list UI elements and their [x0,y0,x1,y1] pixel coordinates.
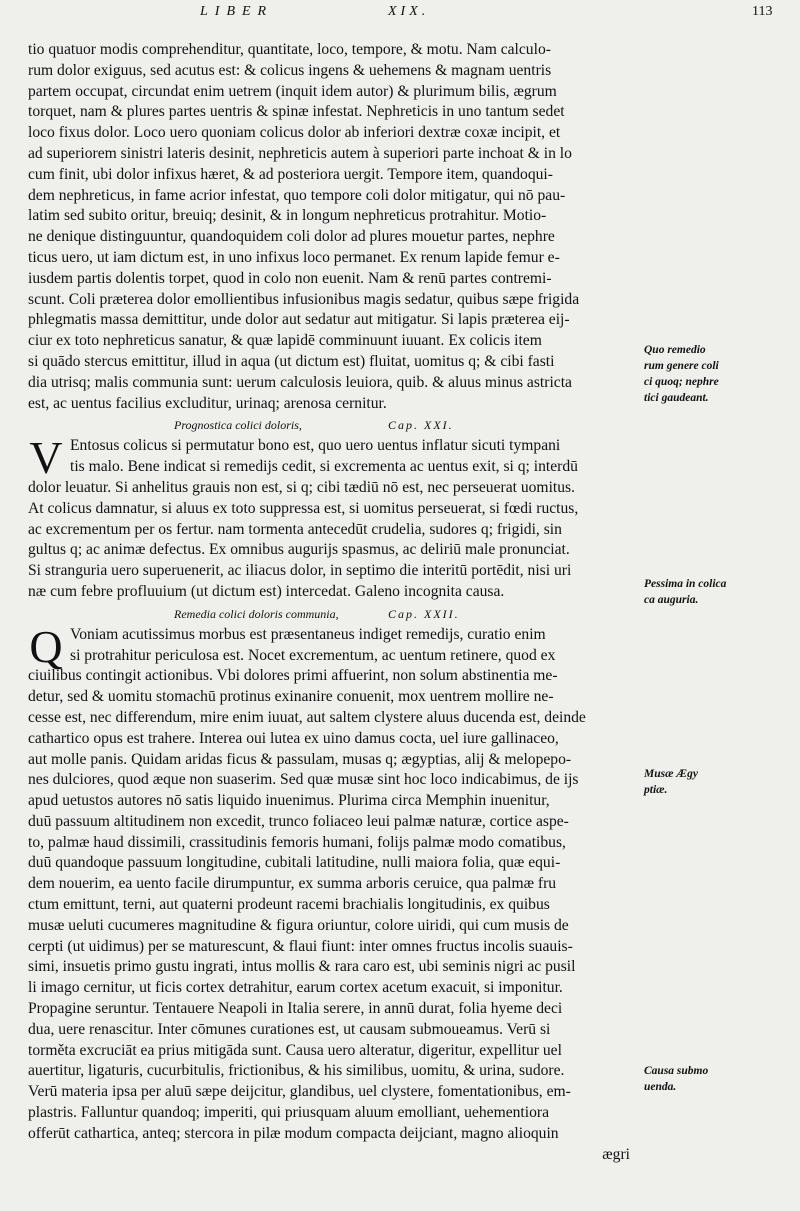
text-line: si quādo stercus emittitur, illud in aqua (ut dictum est) fluitat, uomitus q; & cibi fasti [28,352,555,370]
text-line: dem nephreticus, in fame acrior infestat, quo tempore coli dolor mitigatur, qui nō pau- [28,186,566,204]
margin-note: Causa submo uenda. [644,1065,709,1093]
margin-note: Pessima in colica ca auguria. [644,578,727,606]
text-line: dem nouerim, ea uento facile dirumpuntur, ex summa arboris ceruice, qua palmæ fru [28,875,557,893]
page-header [0,2,800,24]
text-line: tio quatuor modis comprehenditur, quantitate, loco, tempore, & motu. Nam calculo- [28,41,551,58]
text-line: dua, uere renascitur. Inter cōmunes curationes est, ut causam submoueamus. Verū si [28,1020,551,1038]
text-line: ctum emittunt, terni, aut quaterni prodeunt racemi brachialis longitudinis, ex quibus [28,896,550,914]
text-line: phlegmatis massa demittitur, unde dolor aut sedatur aut mitigatur. Si lapis præterea eij- [28,311,570,329]
text-line: Propagine seruntur. Tentauere Neapoli in Italia serere, in annū durat, folia hyeme deci [28,1000,563,1018]
chapter-21-heading [28,414,636,436]
text-line: ne denique distinguuntur, quandoquidem coli dolor ad plures mouetur partes, nephre [28,228,555,246]
catchword: ægri [602,1145,630,1163]
text-line: At colicus damnatur, si aluus ex toto suppressa est, si uomitus perseuerat, si fœdi ructus, [28,499,579,517]
chapter-22-paragraph [28,620,636,1166]
text-line: offerūt cathartica, anteq; stercora in pilæ modum compacta deijciant, magno alioquin [28,1124,559,1142]
text-line: rum dolor exiguus, sed acutus est: & colicus ingens & uehemens & magnam uentris [28,61,552,79]
text-line: aut molle panis. Quidam aridas ficus & passulam, musas q; ægyptias, alij & melopepo- [28,750,572,768]
text-line: latim sed subito oritur, breuiq; desinit, & in longum nephreticus protrahitur. Motio- [28,207,547,225]
chapter-title: Remedia colici doloris communia, [174,606,339,621]
text-line: to, palmæ haud dissimili, crassitudinis femoris humani, folijs palmæ modo comatibus, [28,833,566,851]
text-line: cathartico opus est trahere. Interea oui lutea ex uino damus cocta, uel iure gallinaceo, [28,729,559,747]
chapter-number: Cap. XXI. [388,418,454,433]
text-line: tis malo. Bene indicat si remedijs cedit, si excrementa ac uentus exit, si q; interdū [70,458,578,476]
main-text-column [28,40,636,1165]
text-line: Voniam acutissimus morbus est præsentaneus indiget remedijs, curatio enim [70,625,546,643]
text-line: scunt. Coli præterea dolor emollientibus infusionibus magis sedatur, quibus sæpe frigida [28,290,580,308]
text-line: loco fixus dolor. Loco uero quoniam colicus dolor ab inferiori dextræ coxæ incipit, et [28,124,561,142]
book-number: XIX. [388,4,430,19]
text-line: si protrahitur periculosa est. Nocet excrementum, ac uentum retinere, quod ex [70,646,556,664]
text-line: Si stranguria uero superuenerit, ac iliacus dolor, in septimo die interitū portēdit, nisi uri [28,562,572,580]
text-line: cum finit, ubi dolor infixus hæret, & ad posteriora uergit. Tempore item, quandoqui- [28,165,553,183]
text-line: duū quandoque passuum longitudine, cubitali latitudine, nulli maiora folia, quæ equi- [28,854,561,872]
chapter-title: Prognostica colici doloris, [174,418,302,433]
text-line: Verū materia ipsa per aluū sæpe deijcitur, glandibus, uel clystere, fomentationibus, em- [28,1083,571,1101]
text-line: plastris. Falluntur quandoq; imperiti, qui priusquam aluum emolliant, uehementiora [28,1104,549,1122]
drop-capital: Q [29,620,63,672]
running-title: LIBER [200,4,274,19]
text-line: simi, insuetis primo gustu ingrati, intus mollis & rara caro est, ubi seminis nigri ac pusil [28,958,576,976]
folio-number: 113 [752,4,773,19]
text-line: apud uetustos autores nō satis liquido inuenimus. Plurima circa Memphin inuenitur, [28,792,550,810]
chapter-21-paragraph [28,432,636,602]
text-line: næ cum febre profluuium (ut dictum est) intercedat. Galeno incognita causa. [28,582,505,600]
text-line: est, ac uentus facilius excluditur, urinaq; arenosa cernitur. [28,394,387,412]
text-line: auertitur, ligaturis, cucurbitulis, frictionibus, & his similibus, uomitu, & urina, sudore. [28,1062,565,1080]
text-line: dolor leuatur. Si anhelitus grauis non est, si q; cibi tædiū nō est, nec perseuerat uomitus. [28,478,575,496]
text-line: gultus q; ac animæ defectus. Ex omnibus augurijs spasmus, ac deliriū male pronunciat. [28,541,570,559]
text-line: musæ ueluti cucumeres magnitudine & figura oriuntur, colore uiridi, qui cum musis de [28,916,569,934]
text-line: cerpti (ut uidimus) per se maturescunt, & flaui fiunt: inter omnes fructus incolis suauis- [28,937,573,955]
text-line: detur, sed & uomitu stomachū protinus exinanire conuenit, mox uentrem mollire ne- [28,688,554,706]
text-line: iusdem partis dolentis torpet, quod in colo non euenit. Nam & renū partes contremi- [28,269,552,287]
chapter-22-heading [28,603,636,625]
text-line: Entosus colicus si permutatur bono est, quo uero uentus inflatur sicuti tympani [70,437,561,455]
margin-note: Quo remedio rum genere coli ci quoq; nephre tici gaudeant. [644,344,719,404]
text-line: li imago cernitur, ut ficis cortex detrahitur, earum cortex acetum exacuit, si imponitur. [28,979,563,997]
drop-capital: V [29,432,63,484]
text-line: torquet, nam & plures partes uentris & spinæ infestat. Nephreticis in uno tantum sedet [28,103,565,121]
text-line: cesse est, nec differendum, mire enim iuuat, aut saltem clystere aluus ducenda est, deinde [28,708,586,726]
margin-note: Musæ Ægy ptiæ. [644,768,698,796]
intro-paragraph [28,40,636,414]
text-line: ciuilibus contingit actionibus. Vbi dolores primi affuerint, non solum abstinentia me- [28,667,558,685]
chapter-number: Cap. XXII. [388,606,460,621]
text-line: ciur ex toto nephreticus sanatur, & quæ lapidē comminuunt iuuant. Ex colicis item [28,332,542,350]
text-line: dia utrisq; malis communia sunt: uerum calculosis leuiora, quib. & aluus minus astricta [28,373,572,391]
text-line: torměta excruciāt ea prius mitigāda sunt. Causa uero alteratur, digeritur, expellitur uel [28,1041,562,1059]
text-line: ad superiorem sinistri lateris desinit, nephreticis autem à superiori parte inchoat & in lo [28,144,572,162]
text-line: ac excrementum per os fertur. nam tormenta antecedūt crudelia, sudores q; frigidi, sin [28,520,562,538]
text-line: duū passuum altitudinem non excedit, trunco foliaceo leui palmæ naturæ, cortice aspe- [28,812,569,830]
text-line: nes dulciores, quod æque non suaserim. Sed quæ musæ sint hoc loco indicabimus, de ijs [28,771,579,789]
text-line: partem occupat, circundat enim uetrem (inquit idem autor) & plurimum bilis, ægrum [28,82,557,100]
text-line: ticus uero, ut iam dictum est, in uno infixus loco permanet. Ex renum lapide femur e- [28,248,560,266]
